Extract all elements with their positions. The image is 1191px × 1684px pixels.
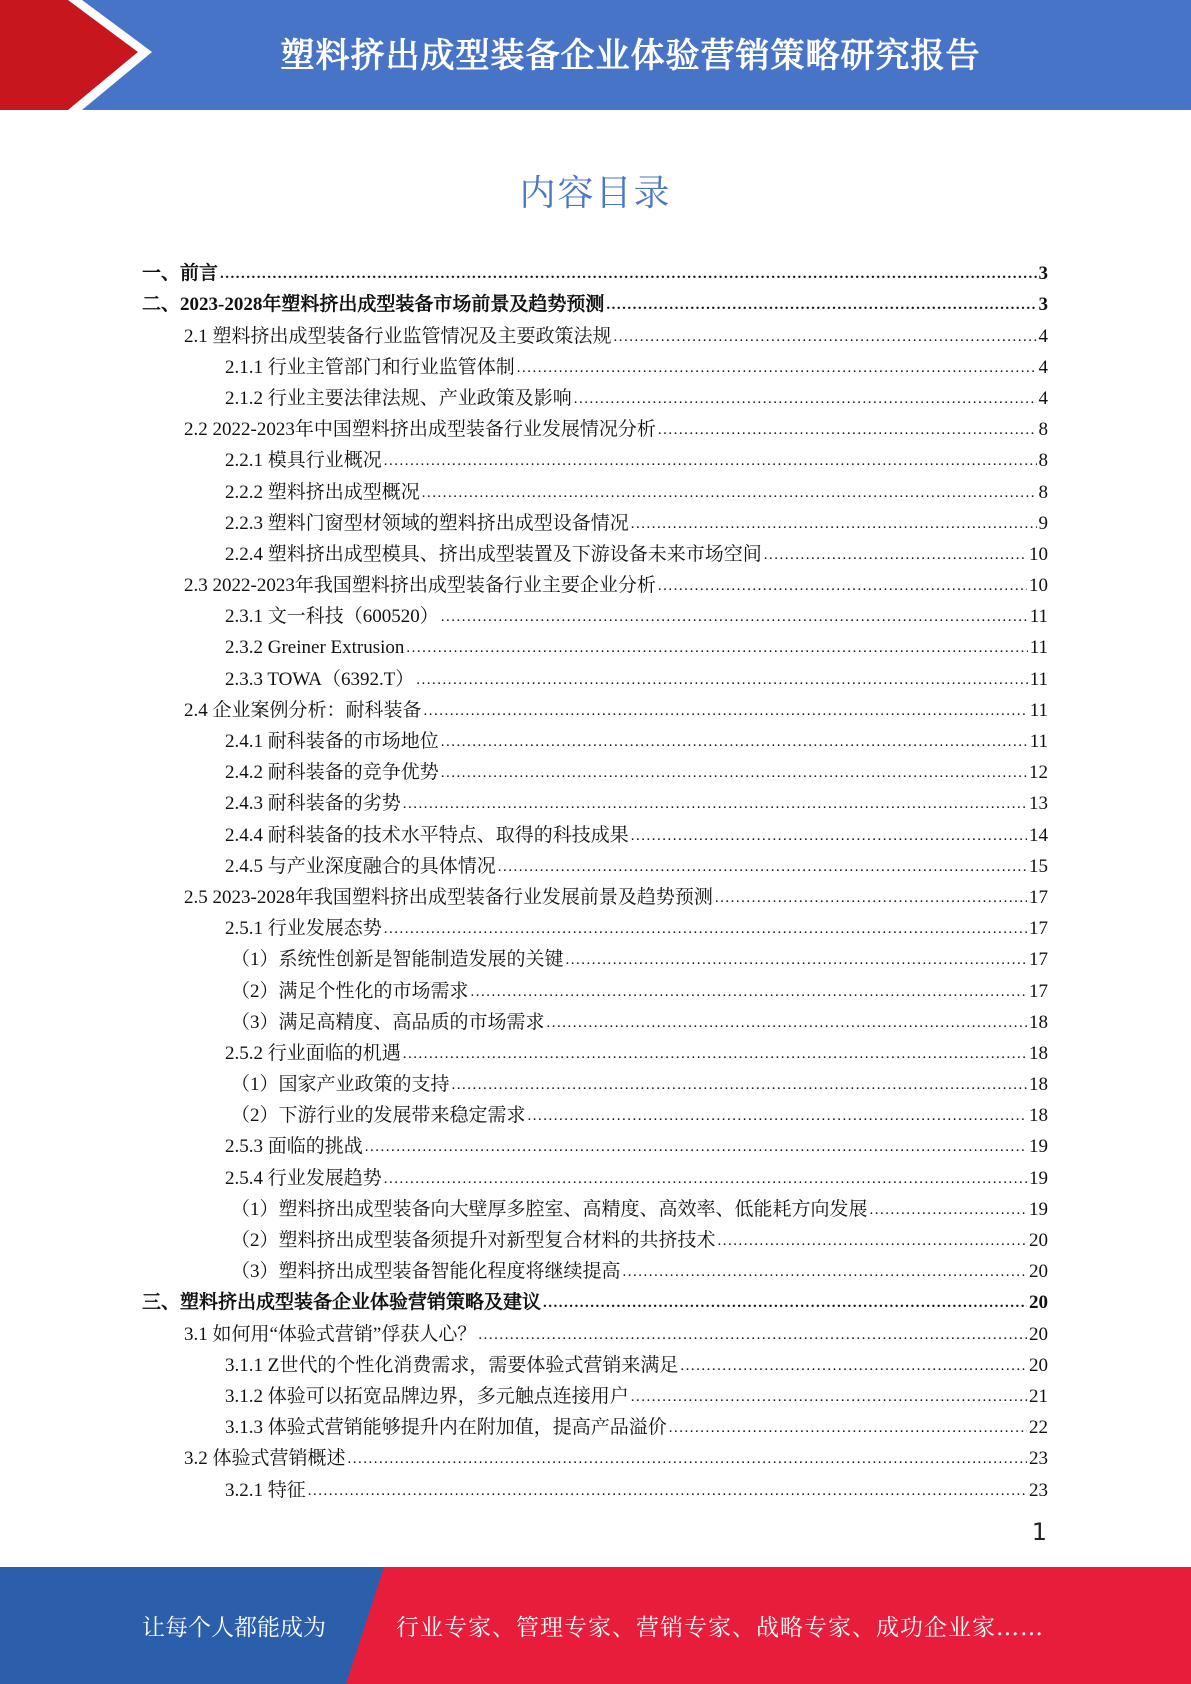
report-header-band (0, 0, 1191, 110)
toc-entry[interactable] (142, 1065, 1048, 1096)
toc-entry-page: 4 (1038, 325, 1048, 347)
toc-entry-page: 21 (1029, 1385, 1048, 1407)
toc-entry[interactable] (142, 940, 1048, 971)
toc-entry[interactable] (142, 1034, 1048, 1065)
footer-slogan-right: 行业专家、管理专家、营销专家、战略专家、成功企业家…… (396, 1615, 1044, 1641)
toc-entry-page: 20 (1029, 1230, 1048, 1251)
toc-entry-page: 8 (1038, 419, 1048, 441)
toc-entry-page: 23 (1029, 1448, 1048, 1470)
toc-entry-label: 三、塑料挤出成型装备企业体验营销策略及建议 (142, 1292, 542, 1314)
toc-dot-leader (365, 1136, 1027, 1158)
toc-dot-leader (478, 1324, 1027, 1346)
toc-entry[interactable] (142, 1346, 1048, 1377)
toc-entry[interactable] (142, 1190, 1048, 1221)
toc-dot-leader (416, 669, 1027, 691)
toc-entry-page: 18 (1029, 1105, 1048, 1127)
toc-entry[interactable] (142, 535, 1048, 566)
toc-entry-page: 12 (1029, 762, 1048, 784)
toc-dot-leader (403, 793, 1027, 815)
toc-entry-page: 23 (1029, 1479, 1048, 1501)
toc-entry-label: （2）满足个性化的市场需求 (231, 980, 469, 1002)
toc-dot-leader (441, 762, 1027, 784)
toc-dot-leader (471, 981, 1027, 1003)
toc-dot-leader (658, 419, 1037, 441)
toc-entry-label: 3.1.3 体验式营销能够提升内在附加值，提高产品溢价 (225, 1417, 667, 1439)
toc-entry-label: 2.1 塑料挤出成型装备行业监管情况及主要政策法规 (184, 325, 612, 347)
toc-entry-page: 11 (1029, 606, 1048, 628)
toc-entry-page: 8 (1038, 450, 1048, 472)
footer-band (0, 1567, 1191, 1684)
toc-entry[interactable] (142, 971, 1048, 1002)
toc-dot-leader (220, 263, 1036, 285)
toc-entry[interactable] (142, 847, 1048, 878)
toc-entry-page: 8 (1038, 481, 1048, 503)
toc-entry-page: 11 (1029, 731, 1048, 752)
toc-entry-label: 2.3.3 TOWA（6392.T） (225, 668, 415, 690)
toc-entry-label: 2.2 2022-2023年中国塑料挤出成型装备行业发展情况分析 (184, 419, 656, 441)
toc-dot-leader (574, 388, 1037, 410)
toc-dot-leader (870, 1199, 1027, 1221)
toc-dot-leader (547, 1012, 1027, 1034)
toc-dot-leader (348, 1448, 1027, 1470)
toc-entry-label: 2.1.2 行业主要法律法规、产业政策及影响 (225, 387, 572, 409)
toc-entry-label: 2.5 2023-2028年我国塑料挤出成型装备行业发展前景及趋势预测 (184, 886, 713, 908)
toc-entry[interactable] (142, 348, 1048, 379)
toc-entry-page: 20 (1029, 1292, 1048, 1314)
toc-entry-label: 二、2023-2028年塑料挤出成型装备市场前景及趋势预测 (142, 294, 605, 316)
toc-dot-leader (658, 575, 1027, 597)
toc-entry-page: 4 (1038, 387, 1048, 409)
toc-dot-leader (441, 731, 1028, 753)
toc-entry-page: 17 (1029, 886, 1048, 908)
toc-entry[interactable] (142, 441, 1048, 472)
toc-entry-page: 20 (1029, 1261, 1048, 1283)
toc-entry-page: 11 (1029, 668, 1048, 690)
toc-dot-leader (452, 1074, 1027, 1096)
toc-entry-label: 2.4.3 耐科装备的劣势 (225, 793, 401, 815)
toc-entry-page: 17 (1029, 980, 1048, 1002)
toc-entry-label: 3.1.1 Z世代的个性化消费需求，需要体验式营销来满足 (225, 1354, 679, 1376)
toc-entry-page: 11 (1029, 637, 1048, 659)
toc-dot-leader (566, 949, 1027, 971)
toc-entry[interactable] (142, 1283, 1048, 1314)
toc-entry-label: 2.4.5 与产业深度融合的具体情况 (225, 855, 496, 877)
toc-dot-leader (308, 1480, 1027, 1502)
toc-dot-leader (631, 825, 1027, 847)
toc-entry-page: 3 (1038, 294, 1048, 316)
toc-entry-page: 3 (1038, 263, 1048, 285)
toc-entry[interactable] (142, 1314, 1048, 1345)
toc-entry-page: 14 (1029, 824, 1048, 846)
toc-entry-page: 15 (1029, 855, 1048, 877)
toc-entry-page: 19 (1029, 1167, 1048, 1189)
toc-entry-label: 3.2 体验式营销概述 (184, 1448, 346, 1470)
toc-dot-leader (528, 1105, 1027, 1127)
toc-entry-page: 11 (1029, 699, 1048, 721)
toc-entry-label: 2.1.1 行业主管部门和行业监管体制 (225, 356, 515, 378)
toc-entry[interactable] (142, 1439, 1048, 1470)
toc-entry-page: 4 (1038, 356, 1048, 378)
toc-entry[interactable] (142, 1003, 1048, 1034)
toc-entry[interactable] (142, 691, 1048, 722)
toc-entry-label: 2.5.4 行业发展趋势 (225, 1167, 382, 1189)
toc-entry[interactable] (142, 566, 1048, 597)
toc-entry[interactable] (142, 254, 1048, 285)
toc-entry[interactable] (142, 628, 1048, 659)
toc-entry-label: （1）国家产业政策的支持 (231, 1074, 450, 1096)
toc-entry-label: 2.2.4 塑料挤出成型模具、挤出成型装置及下游设备未来市场空间 (225, 543, 762, 565)
toc-entry[interactable] (142, 1377, 1048, 1408)
toc-entry-label: 2.2.1 模具行业概况 (225, 450, 382, 472)
toc-dot-leader (680, 1355, 1027, 1377)
toc-entry-page: 13 (1029, 793, 1048, 815)
toc-dot-leader (498, 856, 1027, 878)
toc-entry-label: 2.5.1 行业发展态势 (225, 918, 382, 940)
toc-entry-page: 20 (1029, 1354, 1048, 1376)
toc-dot-leader (403, 1043, 1027, 1065)
toc-entry-label: 2.3 2022-2023年我国塑料挤出成型装备行业主要企业分析 (184, 575, 656, 597)
toc-entry-label: 2.4.2 耐科装备的竞争优势 (225, 762, 439, 784)
toc-dot-leader (631, 513, 1037, 535)
toc-entry-label: 2.5.2 行业面临的机遇 (225, 1042, 401, 1064)
toc-entry-label: （2）塑料挤出成型装备须提升对新型复合材料的共挤技术 (231, 1230, 716, 1251)
toc-entry-label: 2.4 企业案例分析：耐科装备 (184, 699, 422, 721)
toc-entry[interactable] (142, 815, 1048, 846)
toc-dot-leader (715, 887, 1027, 909)
toc-entry-label: 2.3.1 文一科技（600520） (225, 606, 439, 628)
toc-entry-label: 2.2.2 塑料挤出成型概况 (225, 481, 420, 503)
toc-entry-page: 9 (1038, 512, 1048, 534)
toc-dot-leader (422, 482, 1037, 504)
toc-entry-label: （2）下游行业的发展带来稳定需求 (231, 1105, 526, 1127)
toc-entry[interactable] (142, 1127, 1048, 1158)
toc-entry-label: 一、前言 (142, 263, 219, 285)
toc-entry[interactable] (142, 1252, 1048, 1283)
toc-entry[interactable] (142, 410, 1048, 441)
red-arrow-icon (0, 0, 170, 110)
toc-dot-leader (406, 637, 1027, 659)
report-title: 塑料挤出成型装备企业体验营销策略研究报告 (280, 36, 981, 76)
toc-entry-label: （1）系统性创新是智能制造发展的关键 (231, 949, 564, 971)
toc-entry-label: 2.4.1 耐科装备的市场地位 (225, 731, 439, 752)
toc-entry[interactable] (142, 597, 1048, 628)
toc-entry-page: 20 (1029, 1323, 1048, 1345)
toc-entry-page: 19 (1029, 1136, 1048, 1158)
toc-entry[interactable] (142, 1221, 1048, 1252)
toc-dot-leader (384, 918, 1027, 940)
toc-dot-leader (384, 1168, 1027, 1190)
toc-dot-leader (543, 1292, 1027, 1314)
toc-entry-page: 10 (1029, 543, 1048, 565)
toc-dot-leader (764, 544, 1027, 566)
toc-dot-leader (606, 294, 1036, 316)
toc-entry-page: 19 (1029, 1198, 1048, 1220)
table-of-contents (142, 254, 1048, 1502)
toc-entry[interactable] (142, 472, 1048, 503)
toc-entry[interactable] (142, 1408, 1048, 1439)
toc-dot-leader (441, 606, 1028, 628)
toc-entry[interactable] (142, 316, 1048, 347)
toc-entry-label: （3）塑料挤出成型装备智能化程度将继续提高 (231, 1261, 621, 1283)
toc-entry[interactable] (142, 659, 1048, 690)
toc-entry-label: （3）满足高精度、高品质的市场需求 (231, 1011, 545, 1033)
toc-entry-page: 18 (1029, 1074, 1048, 1096)
toc-entry-label: 2.5.3 面临的挑战 (225, 1136, 363, 1158)
page-number: 1 (1031, 1518, 1047, 1546)
toc-entry[interactable] (142, 1470, 1048, 1501)
toc-dot-leader (623, 1261, 1027, 1283)
toc-entry-page: 22 (1029, 1417, 1048, 1439)
toc-entry-label: 2.4.4 耐科装备的技术水平特点、取得的科技成果 (225, 824, 629, 846)
toc-entry-label: 2.3.2 Greiner Extrusion (225, 637, 405, 659)
toc-entry[interactable] (142, 1096, 1048, 1127)
toc-dot-leader (424, 700, 1028, 722)
toc-dot-leader (517, 357, 1037, 379)
toc-entry[interactable] (142, 909, 1048, 940)
toc-entry-label: 3.2.1 特征 (225, 1479, 306, 1501)
toc-entry[interactable] (142, 722, 1048, 753)
toc-heading: 内容目录 (519, 173, 672, 214)
toc-dot-leader (718, 1230, 1027, 1252)
toc-entry-label: 3.1.2 体验可以拓宽品牌边界，多元触点连接用户 (225, 1385, 629, 1407)
toc-dot-leader (631, 1386, 1027, 1408)
toc-entry-label: （1）塑料挤出成型装备向大壁厚多腔室、高精度、高效率、低能耗方向发展 (231, 1198, 868, 1220)
toc-entry-label: 2.2.3 塑料门窗型材领域的塑料挤出成型设备情况 (225, 512, 629, 534)
toc-entry[interactable] (142, 379, 1048, 410)
toc-entry-page: 17 (1029, 949, 1048, 971)
toc-entry-page: 17 (1029, 918, 1048, 940)
toc-entry[interactable] (142, 878, 1048, 909)
toc-entry[interactable] (142, 753, 1048, 784)
toc-entry[interactable] (142, 784, 1048, 815)
toc-dot-leader (384, 450, 1037, 472)
toc-entry[interactable] (142, 504, 1048, 535)
toc-entry-page: 10 (1029, 575, 1048, 597)
toc-entry-label: 3.1 如何用“体验式营销”俘获人心？ (184, 1323, 477, 1345)
toc-dot-leader (669, 1417, 1027, 1439)
toc-entry-page: 18 (1029, 1011, 1048, 1033)
toc-entry[interactable] (142, 285, 1048, 316)
footer-slogan-left: 让每个人都能成为 (142, 1615, 326, 1641)
toc-entry[interactable] (142, 1158, 1048, 1189)
toc-dot-leader (614, 326, 1037, 348)
toc-entry-page: 18 (1029, 1042, 1048, 1064)
